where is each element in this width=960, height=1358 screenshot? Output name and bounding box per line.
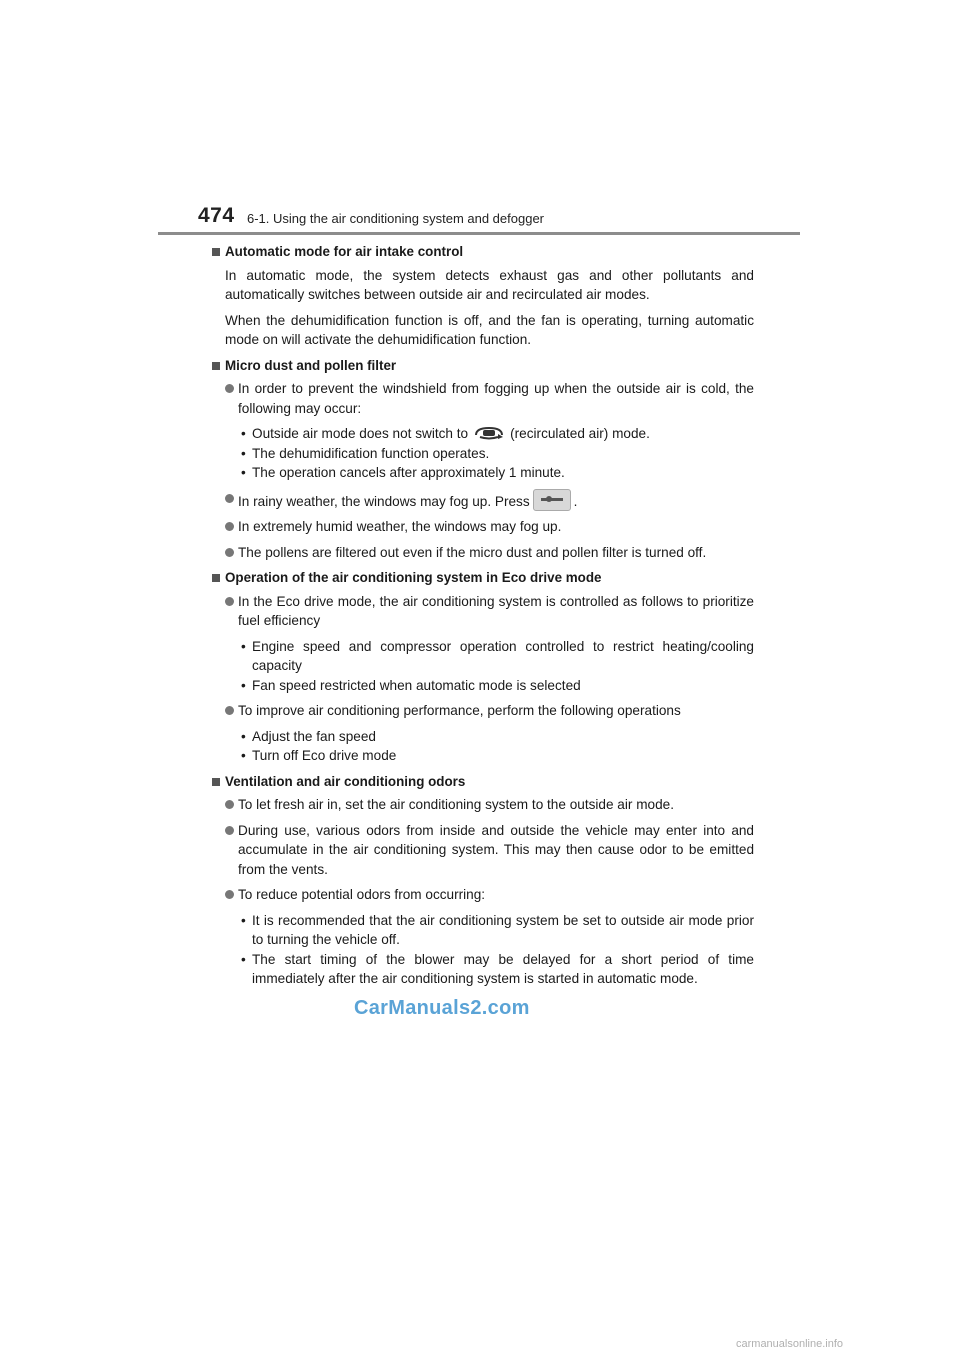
square-bullet-icon xyxy=(212,574,220,582)
sub-list xyxy=(212,911,754,989)
sub-list-item: • Fan speed restricted when automatic mode is selected xyxy=(241,677,581,693)
bullet-item: To let fresh air in, set the air conditioning system to the outside air mode. xyxy=(212,795,754,815)
square-bullet-icon xyxy=(212,362,220,370)
watermark: CarManuals2.com xyxy=(354,997,530,1019)
section-heading: Micro dust and pollen filter xyxy=(212,356,754,376)
page-number: 474 xyxy=(198,204,235,227)
bullet-item: During use, various odors from inside and outside the vehicle may enter into and accumulate in the air conditioning system. This may then cause odor to be emitted from the vents. xyxy=(212,821,754,880)
square-bullet-icon xyxy=(212,248,220,256)
sub-list-item: • Adjust the fan speed xyxy=(241,728,376,744)
page-header xyxy=(198,206,800,228)
micro-dust-pollen-filter-button-icon xyxy=(533,489,571,511)
sub-list-item: • It is recommended that the air conditioning system be set to outside air mode prior to turning the vehicle off. xyxy=(241,912,754,947)
recirculated-air-icon xyxy=(472,426,506,440)
sub-list xyxy=(212,424,754,483)
circle-bullet-icon xyxy=(225,800,234,809)
sub-list-item: • The operation cancels after approximately 1 minute. xyxy=(241,465,565,480)
section-heading: Operation of the air conditioning system in Eco drive mode xyxy=(212,568,754,588)
circle-bullet-icon xyxy=(225,706,234,715)
bullet-item: In order to prevent the windshield from fogging up when the outside air is cold, the following may occur: xyxy=(212,379,754,418)
paragraph: When the dehumidification function is off, and the fan is operating, turning automatic mode on will activate the dehumidification function. xyxy=(225,312,754,347)
circle-bullet-icon xyxy=(225,597,234,606)
circle-bullet-icon xyxy=(225,522,234,531)
circle-bullet-icon xyxy=(225,890,234,899)
sub-list-item: • Outside air mode does not switch to (recirculated air) mode. xyxy=(241,426,650,441)
circle-bullet-icon xyxy=(225,826,234,835)
bullet-item: In the Eco drive mode, the air conditioning system is controlled as follows to prioritize fuel efficiency xyxy=(212,592,754,631)
section-heading: Ventilation and air conditioning odors xyxy=(212,772,754,792)
circle-bullet-icon xyxy=(225,548,234,557)
sub-list-item: • The start timing of the blower may be delayed for a short period of time immediately after the air conditioning system is started in automatic mode. xyxy=(241,951,754,986)
bullet-item: The pollens are filtered out even if the micro dust and pollen filter is turned off. xyxy=(212,543,754,563)
bullet-item: To improve air conditioning performance, perform the following operations xyxy=(212,701,754,721)
section-heading: Automatic mode for air intake control xyxy=(212,242,754,262)
sub-list xyxy=(212,637,754,696)
sub-list-item: • Turn off Eco drive mode xyxy=(241,748,397,763)
chapter-title: 6-1. Using the air conditioning system and defogger xyxy=(247,211,545,226)
circle-bullet-icon xyxy=(225,384,234,393)
paragraph: In automatic mode, the system detects exhaust gas and other pollutants and automatically switches between outside air and recirculated air modes. xyxy=(225,267,754,302)
square-bullet-icon xyxy=(212,778,220,786)
sub-list xyxy=(212,727,754,766)
header-rule xyxy=(158,232,800,235)
circle-bullet-icon xyxy=(225,494,234,503)
footer-watermark: carmanualsonline.info xyxy=(736,1338,844,1350)
bullet-item: In rainy weather, the windows may fog up. Press . xyxy=(212,489,754,512)
bullet-item: In extremely humid weather, the windows may fog up. xyxy=(212,517,754,537)
sub-list-item: • Engine speed and compressor operation controlled to restrict heating/cooling capacity xyxy=(241,638,754,673)
bullet-item: To reduce potential odors from occurring: xyxy=(212,885,754,905)
page-content xyxy=(212,242,754,995)
sub-list-item: • The dehumidification function operates. xyxy=(241,445,490,461)
